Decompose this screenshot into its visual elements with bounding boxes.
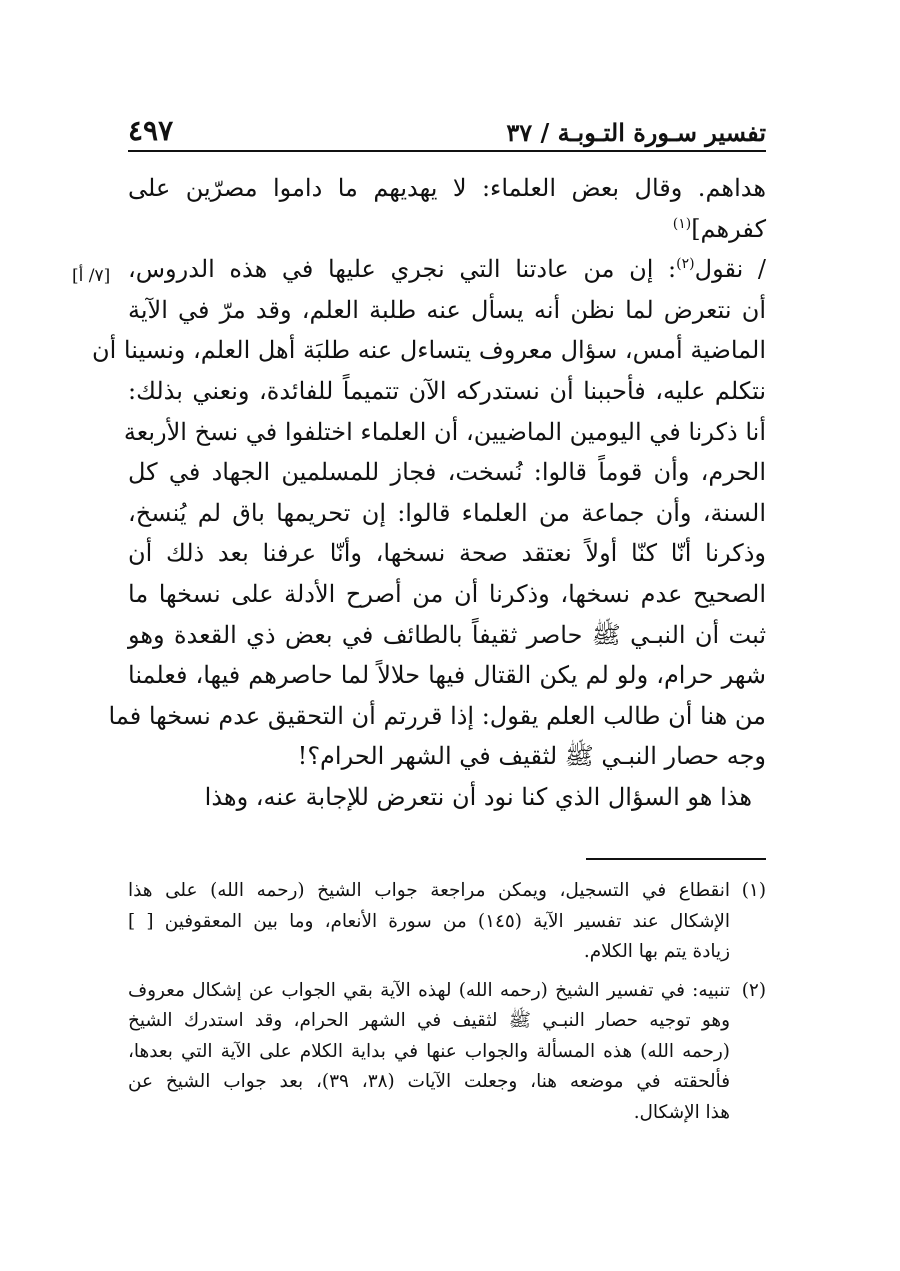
footnote-1 [128, 876, 766, 968]
footnote-line: فألحقته في موضعه هنا، وجعلت الآيات (٣٨، ٣٩)، بعد جواب الشيخ عن [128, 1071, 730, 1092]
margin-reference: [٧/ أ] [72, 266, 111, 286]
footnote-line: زيادة يتم بها الكلام. [583, 941, 730, 962]
footnote-marker: (٢) [676, 256, 695, 273]
text-fragment: : إن من عادتنا التي نجري عليها في هذه الدروس، [128, 255, 677, 284]
footnote-line: هذا الإشكال. [633, 1101, 730, 1123]
footnote-number: (٢) [741, 979, 766, 1001]
text-line: شهر حرام، ولو لم يكن القتال فيها حلالاً لما حاصرهم فيها، فعلمنا [128, 661, 766, 690]
text-line: الصحيح عدم نسخها، وذكرنا أن من أصرح الأدلة على نسخها ما [128, 579, 766, 608]
running-title: تفسير سـورة التـوبـة / ٣٧ [506, 118, 766, 147]
footnotes [128, 876, 766, 1128]
footnote-line: انقطاع في التسجيل، ويمكن مراجعة جواب الشيخ (رحمه الله) على هذا [128, 880, 730, 901]
text-fragment: / نقول [694, 255, 766, 284]
text-line: هداهم. وقال بعض العلماء: لا يهديهم ما داموا مصرّين على [128, 174, 766, 202]
text-line: الماضية أمس، سؤال معروف يتساءل عنه طلبَة أهل العلم، ونسينا أن [91, 336, 766, 365]
footnote-marker: (١) [672, 215, 692, 232]
text-line: وجه حصار النبـي ﷺ لثقيف في الشهر الحرام؟! [297, 742, 766, 771]
text-line: نتكلم عليه، فأحببنا أن نستدركه الآن تتميماً للفائدة، ونعني بذلك: [128, 376, 766, 405]
footnote-number: (١) [741, 880, 766, 901]
text-line: هذا هو السؤال الذي كنا نود أن نتعرض للإجابة عنه، وهذا [204, 782, 752, 811]
text-fragment: كفرهم] [691, 214, 766, 243]
text-line [128, 249, 766, 290]
footnote-line: وهو توجيه حصار النبـي ﷺ لثقيف في الشهر الحرام، وقد استدرك الشيخ [128, 1010, 730, 1031]
footnote-line: تنبيه: في تفسير الشيخ (رحمه الله) لهذه الآية بقي الجواب عن إشكال معروف [128, 979, 730, 1001]
footnote-line: (رحمه الله) هذه المسألة والجواب عنها في بداية الكلام على الآية التي بعدها، [128, 1040, 730, 1062]
footnote-line: الإشكال عند تفسير الآية (١٤٥) من سورة الأنعام، وما بين المعقوفين [ ] [128, 910, 730, 932]
text-line: السنة، وأن جماعة من العلماء قالوا: إن تحريمها باق لم يُنسخ، [128, 498, 766, 527]
text-line: من هنا أن طالب العلم يقول: إذا قررتم أن التحقيق عدم نسخها فما [108, 701, 766, 730]
text-line: أنا ذكرنا في اليومين الماضيين، أن العلماء اختلفوا في نسخ الأربعة [123, 417, 766, 446]
text-line: وذكرنا أنّا كنّا أولاً نعتقد صحة نسخها، وأنّا عرفنا بعد ذلك أن [128, 539, 766, 568]
text-line: ثبت أن النبـي ﷺ حاصر ثقيفاً بالطائف في بعض ذي القعدة وهو [128, 620, 766, 649]
footnote-divider [586, 858, 766, 860]
text-line: الحرم، وأن قوماً قالوا: نُسخت، فجاز للمسلمين الجهاد في كل [128, 458, 766, 487]
page-header [128, 112, 766, 152]
footnote-2 [128, 976, 766, 1129]
page-number: ٤٩٧ [128, 114, 174, 147]
text-line: أن نتعرض لما نظن أنه يسأل عنه طلبة العلم، وقد مرّ في الآية [128, 295, 766, 324]
header-divider [128, 150, 766, 152]
text-line [128, 209, 766, 250]
